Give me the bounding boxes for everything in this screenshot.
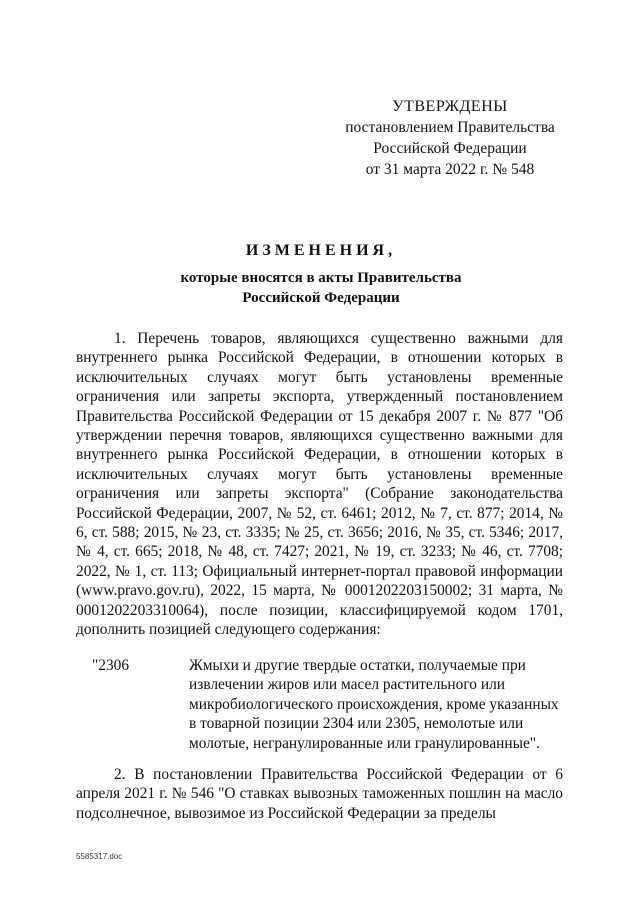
heading-subtitle-line-1: которые вносятся в акты Правительства [180, 270, 462, 286]
heading-title: ИЗМЕНЕНИЯ, [245, 242, 397, 259]
file-name-footer: 5585317.doc [76, 852, 123, 861]
approval-line-3: от 31 марта 2022 г. № 548 [365, 161, 535, 178]
document-heading [76, 240, 566, 308]
paragraph-1: 1. Перечень товаров, являющихся существенно важными для внутреннего рынка Российской Федерации, в отношении которых в исключительных случаях могут быть установлены временные ограничения или запреты экспорта, утвержденный постановлением Правительства Российской Федерации от 15 декабря 2007 г. № 877 "Об утверждении перечня товаров, являющихся существенно важными для внутреннего рынка Российской Федерации, в отношении которых в исключительных случаях могут быть установлены временные ограничения или запреты экспорта" (Собрание законодательства Российской Федерации, 2007, № 52, ст. 6461; 2012, № 7, ст. 877; 2014, № 6, ст. 588; 2015, № 23, ст. 3335; № 25, ст. 3656; 2016, № 35, ст. 5346; 2017, № 4, ст. 665; 2018, № 48, ст. 7427; 2021, № 19, ст. 3233; № 46, ст. 7708; 2022, № 1, ст. 113; Официальный интернет-портал правовой информации (www.pravo.gov.ru), 2022, 15 марта, № 0001202203150002; 31 марта, № 0001202203310064), после позиции, классифицируемой кодом 1701, дополнить позицией следующего содержания: [76, 330, 563, 639]
item-description: Жмыхи и другие твердые остатки, получаемые при извлечении жиров или масел растительного или микробиологического происхождения, кроме указанных в товарной позиции 2304 или 2305, немолотые или молотые, негранулированные или гранулированные". [189, 657, 559, 752]
heading-subtitle-line-2: Российской Федерации [242, 290, 400, 306]
approval-stamp [340, 96, 560, 180]
item-code: "2306 [92, 657, 130, 674]
approval-title: УТВЕРЖДЕНЫ [392, 98, 508, 115]
approval-line-1: постановлением Правительства [345, 119, 555, 136]
paragraph-2: 2. В постановлении Правительства Российской Федерации от 6 апреля 2021 г. № 546 "О ставках вывозных таможенных пошлин на масло подсолнечное, вывозимое из Российской Федерации за пределы [76, 766, 563, 822]
approval-line-2: Российской Федерации [373, 140, 527, 157]
